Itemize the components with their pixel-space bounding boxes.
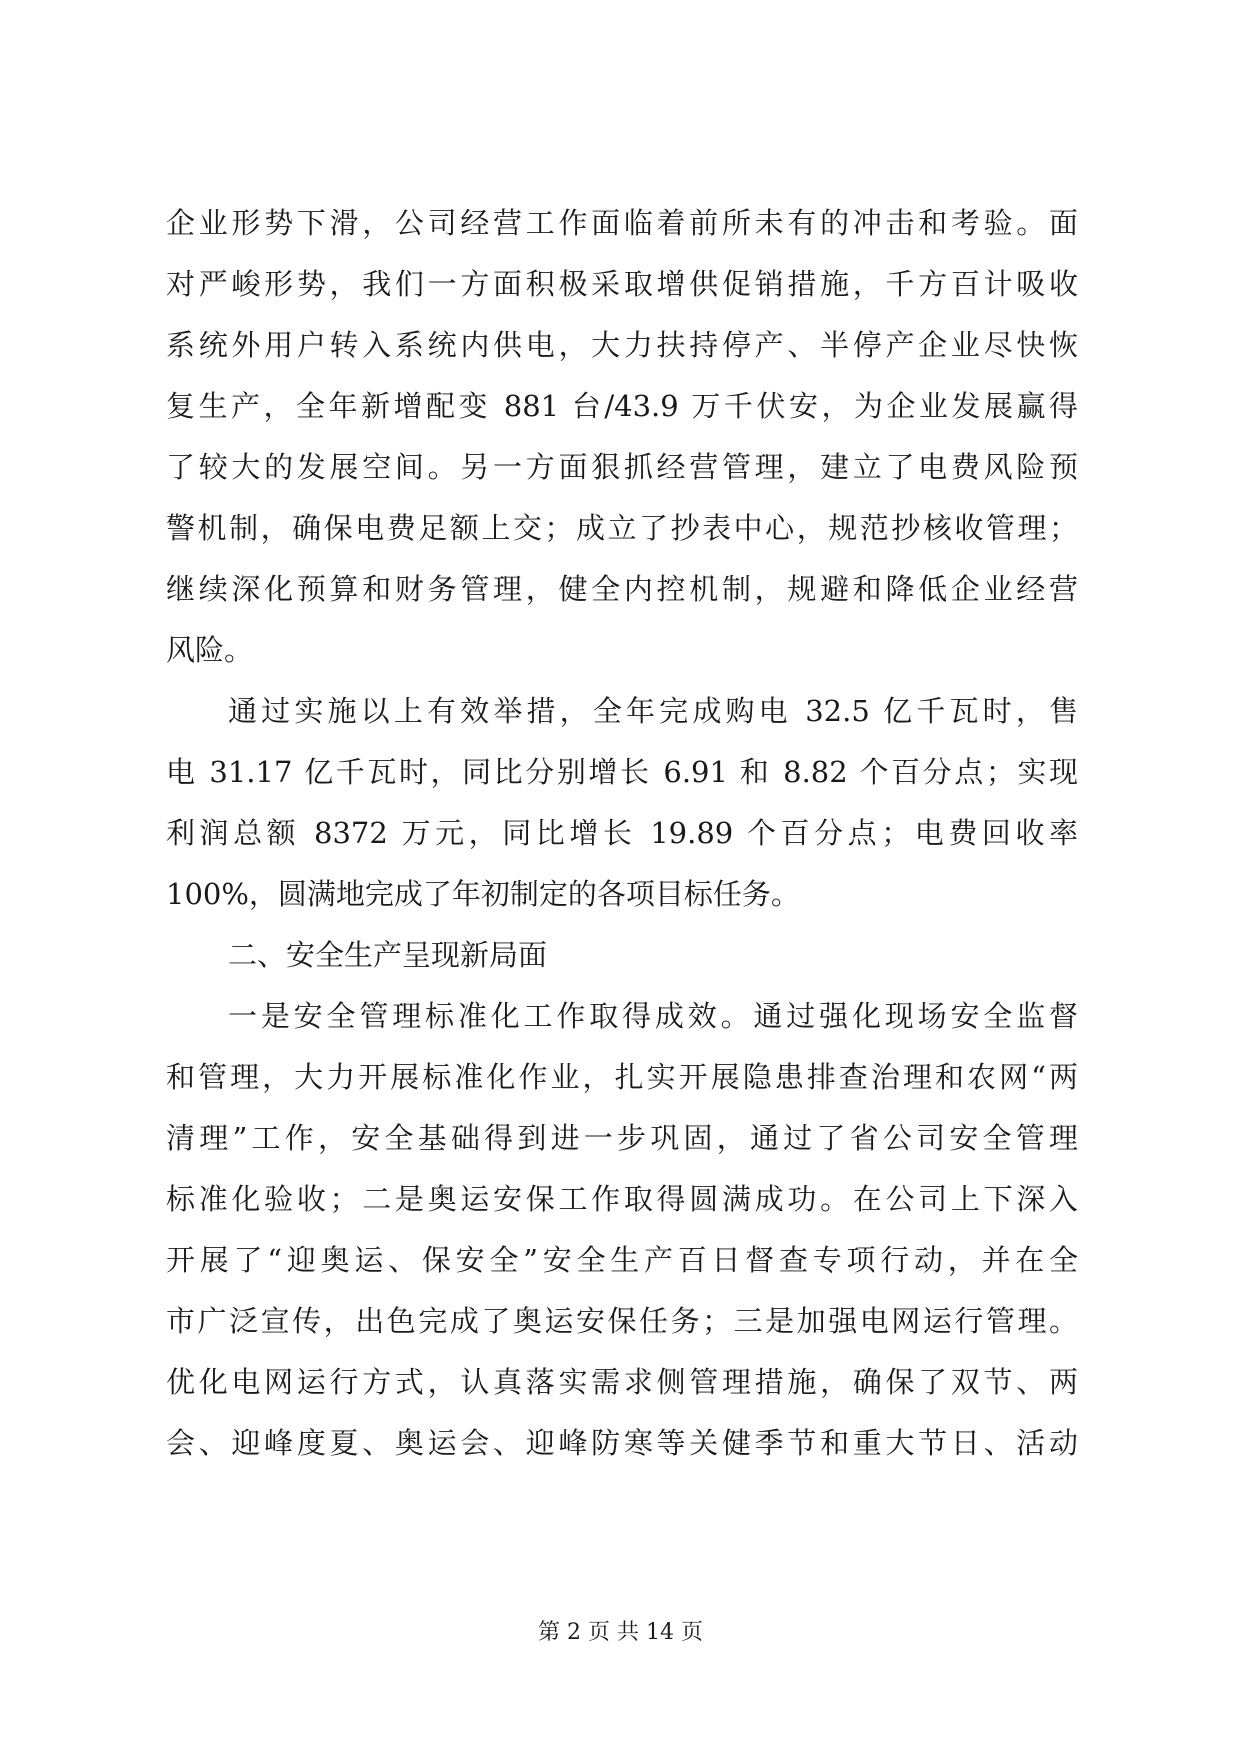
text-line: 了较大的发展空间。另一方面狠抓经营管理，建立了电费风险预 bbox=[166, 450, 1078, 484]
document-body bbox=[166, 193, 1078, 1474]
text-line: 继续深化预算和财务管理，健全内控机制，规避和降低企业经营 bbox=[166, 572, 1078, 606]
text-line: 会、迎峰度夏、奥运会、迎峰防寒等关健季节和重大节日、活动 bbox=[166, 1426, 1078, 1460]
text-line: 利润总额 8372 万元，同比增长 19.89 个百分点；电费回收率 bbox=[166, 816, 1078, 850]
text-line: 企业形势下滑，公司经营工作面临着前所未有的冲击和考验。面 bbox=[166, 206, 1078, 240]
text-line: 优化电网运行方式，认真落实需求侧管理措施，确保了双节、两 bbox=[166, 1365, 1078, 1399]
text-line: 电 31.17 亿千瓦时，同比分别增长 6.91 和 8.82 个百分点；实现 bbox=[166, 755, 1078, 789]
text-line: 警机制，确保电费足额上交；成立了抄表中心，规范抄核收管理； bbox=[166, 511, 1078, 545]
text-line: 一是安全管理标准化工作取得成效。通过强化现场安全监督 bbox=[228, 999, 1078, 1033]
page-number: 第 2 页 共 14 页 bbox=[538, 1620, 703, 1645]
text-line: 对严峻形势，我们一方面积极采取增供促销措施，千方百计吸收 bbox=[166, 267, 1078, 301]
text-line: 清理”工作，安全基础得到进一步巩固，通过了省公司安全管理 bbox=[166, 1121, 1078, 1155]
text-line: 100%，圆满地完成了年初制定的各项目标任务。 bbox=[166, 877, 800, 911]
text-line: 通过实施以上有效举措，全年完成购电 32.5 亿千瓦时，售 bbox=[228, 694, 1078, 728]
text-line: 和管理，大力开展标准化作业，扎实开展隐患排查治理和农网“两 bbox=[166, 1060, 1078, 1094]
text-line: 复生产，全年新增配变 881 台/43.9 万千伏安，为企业发展赢得 bbox=[166, 389, 1078, 423]
text-line: 开展了“迎奥运、保安全”安全生产百日督查专项行动，并在全 bbox=[166, 1243, 1078, 1277]
text-line: 标准化验收；二是奥运安保工作取得圆满成功。在公司上下深入 bbox=[166, 1182, 1078, 1216]
text-line: 市广泛宣传，出色完成了奥运安保任务；三是加强电网运行管理。 bbox=[166, 1304, 1078, 1338]
text-line: 风险。 bbox=[166, 633, 254, 667]
text-line: 系统外用户转入系统内供电，大力扶持停产、半停产企业尽快恢 bbox=[166, 328, 1078, 362]
section-heading: 二、安全生产呈现新局面 bbox=[228, 938, 548, 972]
